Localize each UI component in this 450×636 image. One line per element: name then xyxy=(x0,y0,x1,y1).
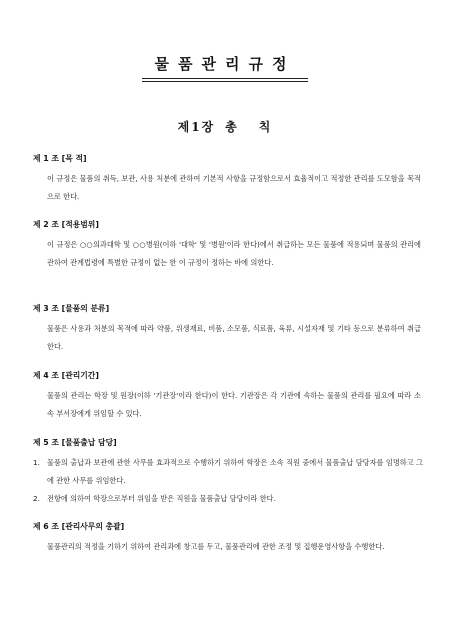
list-item-text: 전항에 의하여 학장으로부터 위임을 받은 직원을 물품출납 담당이라 한다. xyxy=(47,494,276,503)
chapter-number: 제1장 xyxy=(177,120,216,134)
article-body: 물품의 관리는 학장 및 원장(이하 '기관장'이라 한다)이 한다. 기관장은 각 기관에 속하는 물품의 관리를 필요에 따라 소속 부서장에게 위임할 수 있다. xyxy=(47,391,421,418)
list-item xyxy=(33,454,423,490)
title-underline xyxy=(142,78,308,79)
list-item-number: 1. xyxy=(33,458,40,467)
article-heading: 제 4 조 [관리기간] xyxy=(33,371,99,380)
article-heading: 제 6 조 [관리사무의 총괄] xyxy=(33,522,125,531)
article-heading: 제 3 조 [물품의 분류] xyxy=(33,304,110,313)
chapter-name-part: 총 xyxy=(225,120,239,134)
list-item xyxy=(33,490,423,508)
chapter-heading xyxy=(0,119,450,135)
article-body: 이 규정은 물품의 취득, 보관, 사용 처분에 관하여 기본적 사항을 규정함으로서 효율적이고 적정한 관리를 도모함을 목적으로 한다. xyxy=(47,174,421,201)
document-title: 물품관리규정 xyxy=(154,55,296,73)
list-item-number: 2. xyxy=(33,494,40,503)
title-underline-double xyxy=(142,81,308,82)
chapter-name-part: 칙 xyxy=(258,120,273,134)
list-item-text: 물품의 출납과 보관에 관한 사무를 효과적으로 수행하기 위하여 학장은 소속 직원 중에서 물품출납 담당자를 임명하고 그에 관한 사무를 위임한다. xyxy=(47,458,423,485)
article-heading: 제 5 조 [물품출납 담당] xyxy=(33,438,117,447)
article-body: 물품관리의 적정을 기하기 위하여 관리과에 창고를 두고, 물품관리에 관한 조정 및 집행운영사항을 수행한다. xyxy=(47,542,385,551)
article-body: 물품은 사용과 처분의 목적에 따라 약품, 위생재료, 비품, 소모품, 식료품, 육류, 시설자재 및 기타 등으로 분류하여 취급한다. xyxy=(47,324,421,351)
article-heading: 제 2 조 [적용범위] xyxy=(33,220,99,229)
article-heading: 제 1 조 [목 적] xyxy=(33,154,87,163)
article-item-list xyxy=(33,454,423,508)
article-body: 이 규정은 ○○의과대학 및 ○○병원(이하 '대학' 및 '병원'이라 한다)에서 취급하는 모든 물품에 적용되며 물품의 관리에 관하여 관계법령에 특별한 규정이 없는 한 이 규정이 정하는 바에 의한다. xyxy=(47,240,421,267)
